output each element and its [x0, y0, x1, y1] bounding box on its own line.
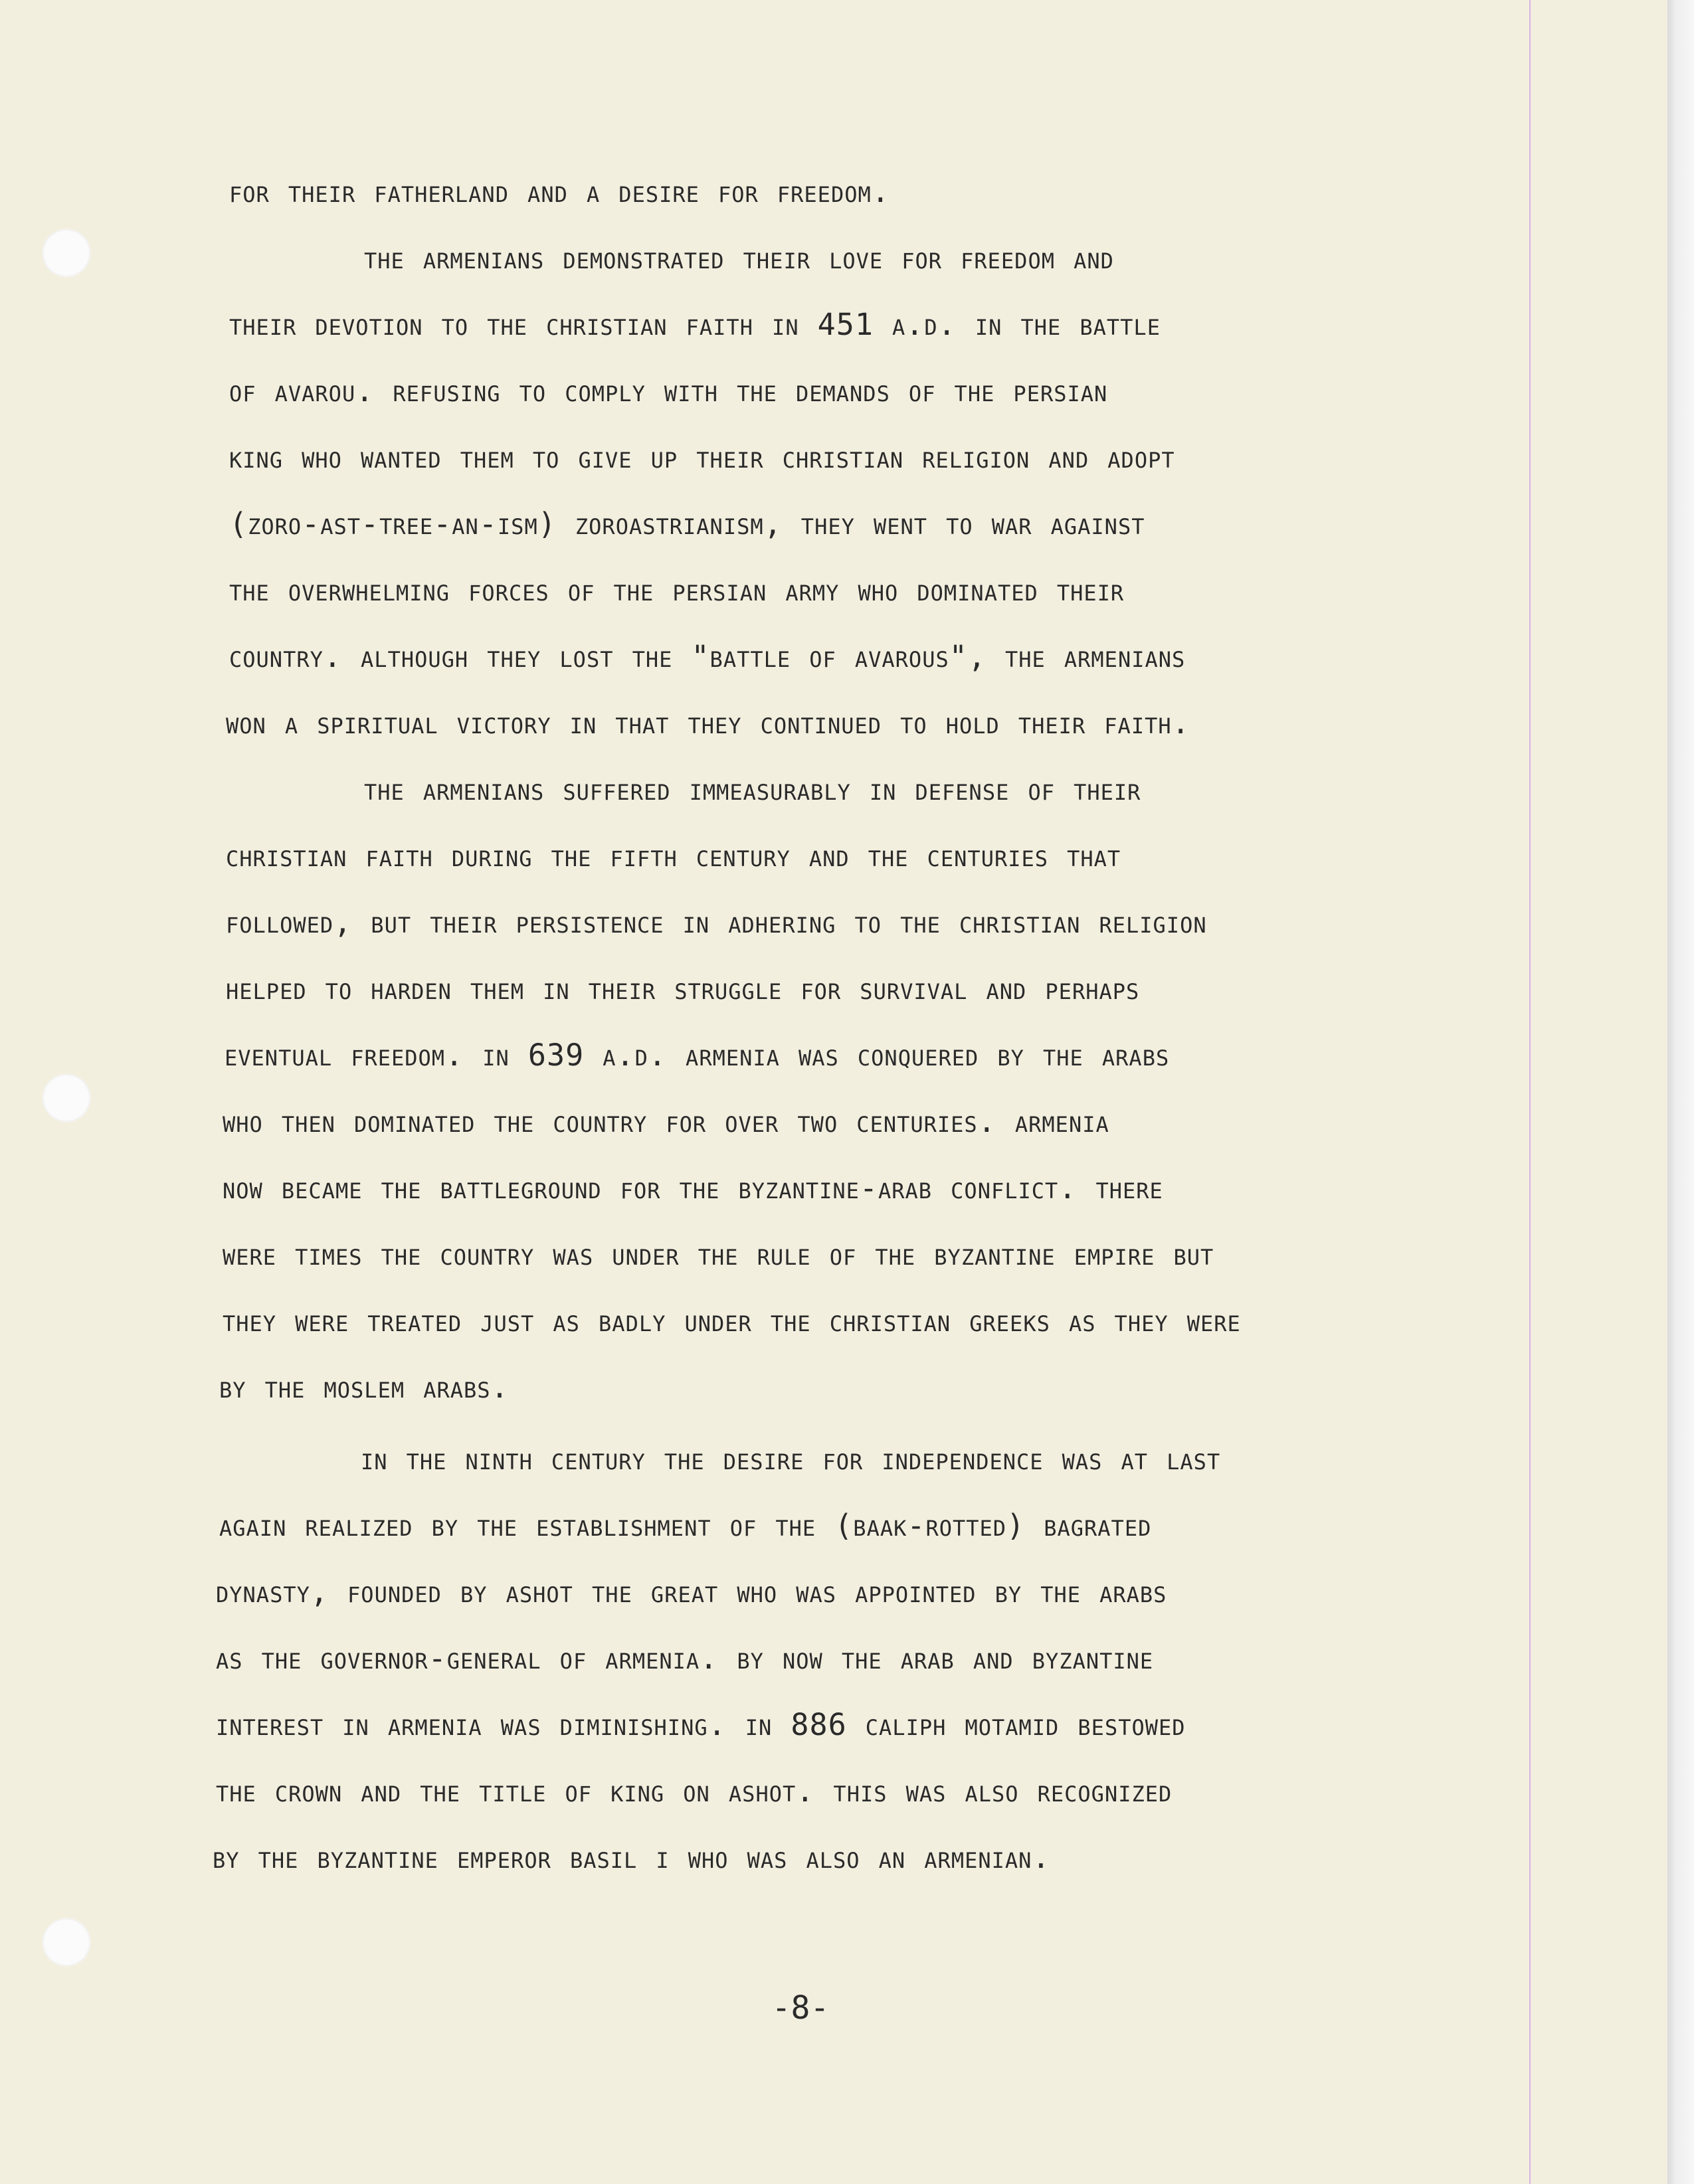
text-line: in the ninth century the desire for independence was at last [361, 1441, 1221, 1477]
text-line: helped to harden them in their struggle for survival and perhaps [226, 971, 1140, 1006]
punch-hole-top [43, 229, 90, 277]
text-line: the overwhelming forces of the persian army who dominated their [229, 573, 1125, 608]
text-line: (zoro-ast-tree-an-ism) zoroastrianism, they went to war against [229, 506, 1145, 541]
text-line: as the governor-general of armenia. by now the arab and byzantine [216, 1641, 1154, 1676]
text-line: again realized by the establishment of the (baak-rotted) bagrated [219, 1508, 1152, 1543]
text-line: the armenians demonstrated their love for freedom and [364, 240, 1114, 276]
page-edge [1667, 0, 1694, 2184]
text-line: of avarou. refusing to comply with the demands of the persian [229, 373, 1108, 409]
text-line: by the moslem arabs. [219, 1370, 510, 1405]
text-line: country. although they lost the "battle of avarous", the armenians [229, 639, 1186, 674]
text-line: christian faith during the fifth century and the centuries that [226, 838, 1121, 873]
page-number: -8- [771, 1989, 830, 2027]
text-line: the armenians suffered immeasurably in defense of their [364, 772, 1141, 807]
text-line: by the byzantine emperor basil i who was also an armenian. [213, 1840, 1051, 1875]
text-line: won a spiritual victory in that they continued to hold their faith. [226, 705, 1190, 741]
text-line: who then dominated the country for over two centuries. armenia [223, 1104, 1109, 1139]
text-line: king who wanted them to give up their christian religion and adopt [229, 440, 1175, 475]
margin-rule [1529, 0, 1531, 2184]
text-line: their devotion to the christian faith in 451 a.d. in the battle [229, 307, 1161, 342]
text-line: the crown and the title of king on ashot. this was also recognized [216, 1774, 1173, 1809]
punch-hole-middle [43, 1074, 90, 1122]
text-line: dynasty, founded by ashot the great who was appointed by the arabs [216, 1574, 1167, 1609]
text-line: eventual freedom. in 639 a.d. armenia was conquered by the arabs [225, 1038, 1170, 1073]
text-line: interest in armenia was diminishing. in 886 caliph motamid bestowed [216, 1707, 1186, 1742]
text-line: now became the battleground for the byzantine-arab conflict. there [223, 1170, 1163, 1206]
text-line: followed, but their persistence in adhering to the christian religion [226, 905, 1207, 940]
text-line: were times the country was under the rule of the byzantine empire but [223, 1237, 1214, 1272]
punch-hole-bottom [43, 1918, 90, 1966]
text-line: they were treated just as badly under the christian greeks as they were [223, 1303, 1241, 1338]
text-line: for their fatherland and a desire for freedom. [229, 174, 890, 209]
